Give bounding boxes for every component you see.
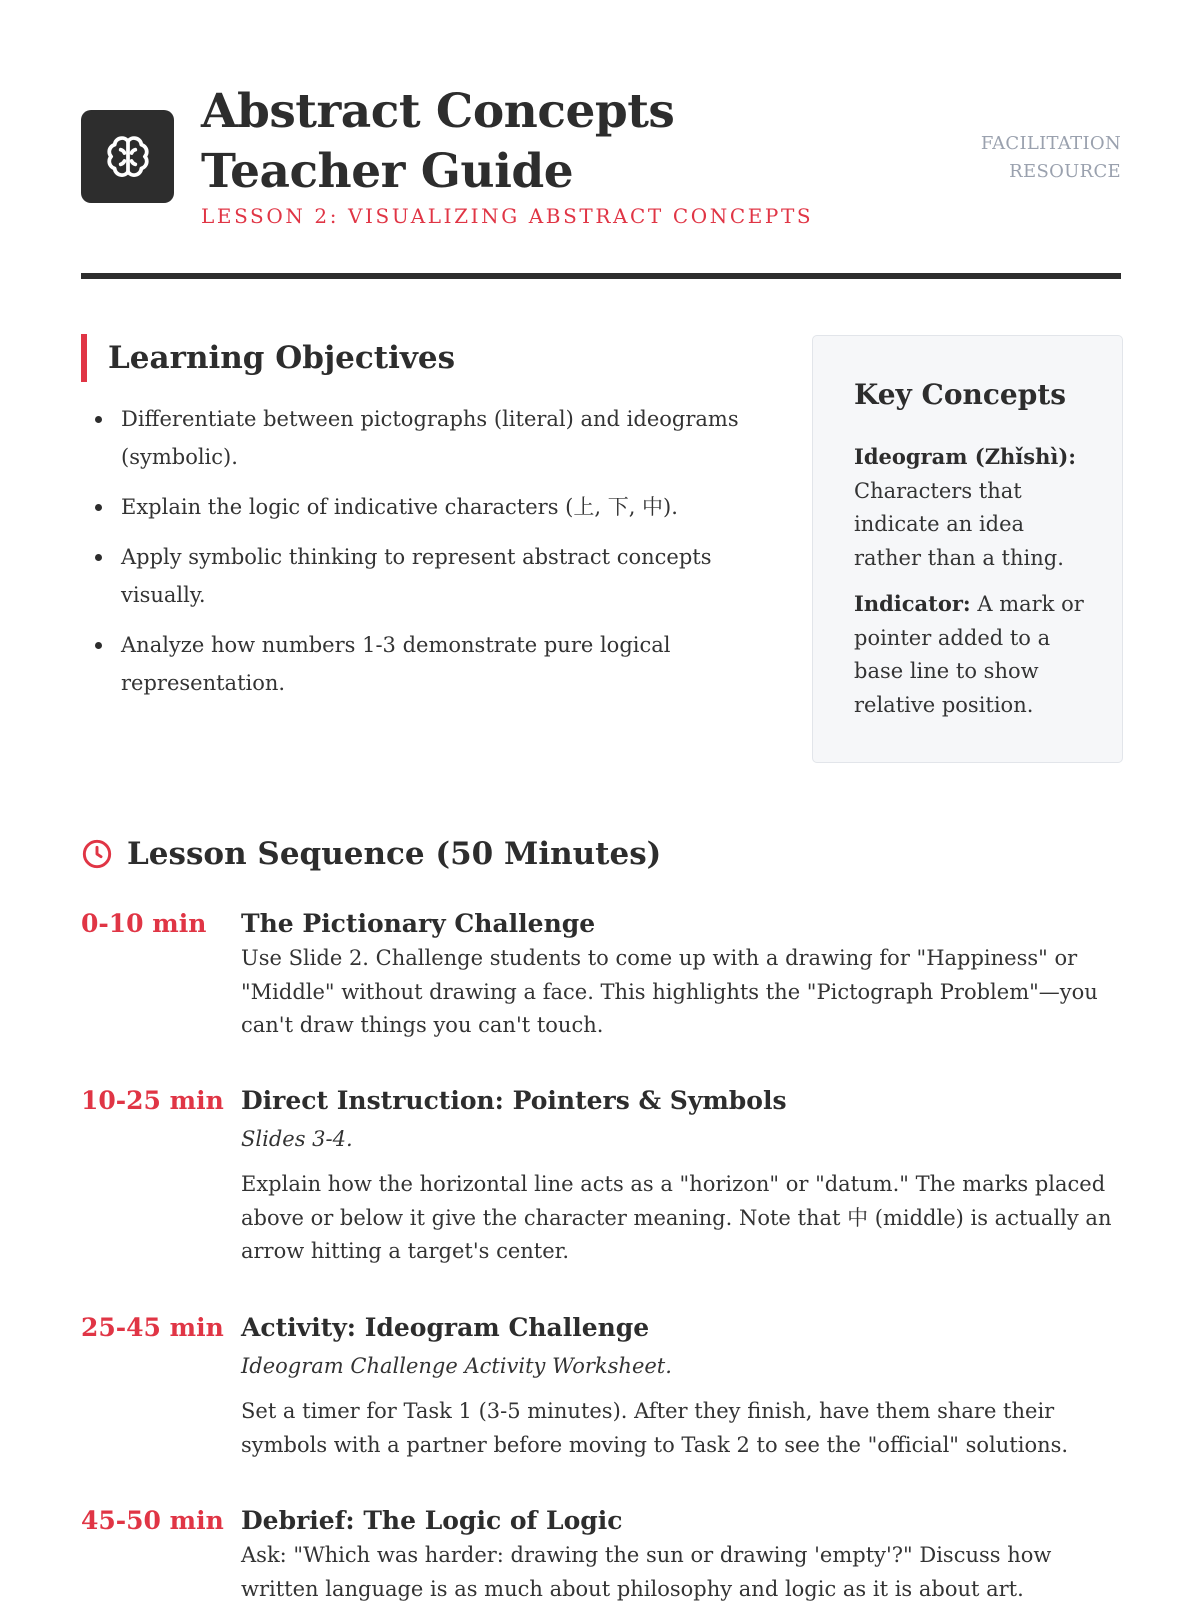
badge-line-1: FACILITATION (980, 133, 1121, 154)
bullet-icon (95, 642, 102, 649)
list-item (121, 538, 781, 614)
step-description: Ask: "Which was harder: drawing the sun or drawing 'empty'?" Discuss how written language is as much about philosophy and logic as it is about art. (241, 1543, 1052, 1601)
concept-item (854, 587, 1084, 722)
teacher-guide-page (81, 0, 1121, 1600)
key-concepts-heading: Key Concepts (854, 378, 1067, 411)
step-note: Ideogram Challenge Activity Worksheet. (241, 1354, 672, 1378)
step-description: Use Slide 2. Challenge students to come up with a drawing for "Happiness" or "Middle" without drawing a face. This highlights the "Pictograph Problem"—you can't draw things you can't touch. (241, 946, 1098, 1037)
sequence-heading (81, 832, 661, 876)
step-note: Slides 3-4. (241, 1127, 353, 1151)
objective-text: Explain the logic of indicative characters (上, 下, 中). (121, 495, 678, 519)
objectives-list (121, 400, 781, 714)
objective-text: Differentiate between pictographs (literal) and ideograms (symbolic). (121, 407, 739, 469)
lesson-subtitle: LESSON 2: VISUALIZING ABSTRACT CONCEPTS (201, 204, 814, 228)
list-item (121, 626, 781, 702)
step-title: Direct Instruction: Pointers & Symbols (241, 1086, 787, 1115)
key-concepts-box (812, 335, 1123, 763)
bullet-icon (95, 554, 102, 561)
step-body (241, 1310, 1121, 1462)
step-description: Explain how the horizontal line acts as a "horizon" or "datum." The marks placed above or below it give the character meaning. Note that 中 (middle) is actually an arrow hitting a target's center. (241, 1172, 1112, 1263)
step-title: Debrief: The Logic of Logic (241, 1506, 623, 1535)
step-time: 45-50 min (81, 1506, 224, 1535)
objective-text: Analyze how numbers 1-3 demonstrate pure logical representation. (121, 633, 671, 695)
objectives-heading: Learning Objectives (81, 334, 455, 382)
page-title: Abstract Concepts Teacher Guide (201, 84, 675, 199)
step-body (241, 1503, 1121, 1606)
step-time: 25-45 min (81, 1313, 224, 1342)
step-title: The Pictionary Challenge (241, 909, 596, 938)
step-body (241, 906, 1121, 1043)
logo (81, 110, 174, 203)
list-item (121, 488, 781, 526)
sequence-heading-text: Lesson Sequence (50 Minutes) (127, 836, 662, 872)
list-item (121, 400, 781, 476)
step-time: 10-25 min (81, 1086, 224, 1115)
clock-icon (81, 838, 113, 870)
step-time: 0-10 min (81, 909, 207, 938)
concept-term: Ideogram (Zhǐshì): (854, 444, 1077, 469)
bullet-icon (95, 416, 102, 423)
concept-definition: Characters that indicate an idea rather than a thing. (854, 478, 1064, 570)
badge-line-2: RESOURCE (1009, 161, 1121, 182)
concept-item (854, 440, 1084, 575)
objective-text: Apply symbolic thinking to represent abstract concepts visually. (121, 545, 712, 607)
bullet-icon (95, 504, 102, 511)
concept-definition: A mark or pointer added to a base line to show relative position. (854, 592, 1084, 717)
header-divider (81, 273, 1121, 279)
brain-icon (103, 132, 153, 182)
step-title: Activity: Ideogram Challenge (241, 1313, 650, 1342)
resource-badge (981, 130, 1121, 186)
concept-term: Indicator: (854, 591, 971, 616)
step-description: Set a timer for Task 1 (3-5 minutes). After they finish, have them share their symbols with a partner before moving to Task 2 to see the "official" solutions. (241, 1399, 1069, 1457)
step-body (241, 1083, 1121, 1269)
